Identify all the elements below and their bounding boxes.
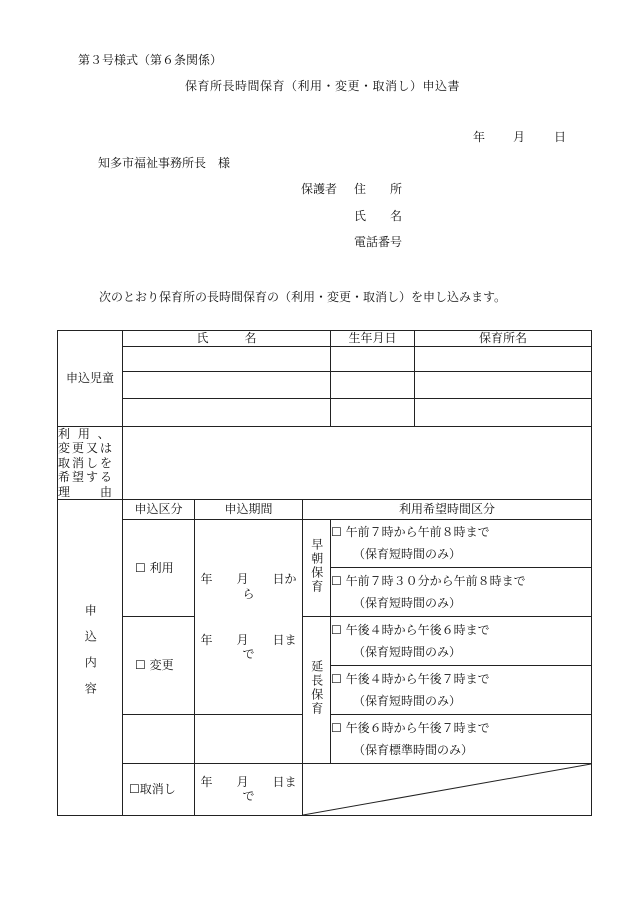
category-change[interactable]: ☐ 変更 — [123, 616, 195, 714]
subheader-period: 申込期間 — [195, 499, 303, 519]
category-use[interactable]: ☐ 利用 — [123, 519, 195, 616]
intro-text: 次のとおり保育所の長時間保育の（利用・変更・取消し）を申し込みます。 — [99, 290, 507, 304]
early-group-label: 早朝保育 — [303, 519, 331, 616]
subheader-category: 申込区分 — [123, 499, 195, 519]
category-filler — [123, 714, 195, 763]
late-option-3[interactable]: ☐ 午後６時から午後７時まで （保育標準時間のみ） — [331, 714, 592, 763]
reason-label: 利 用 、 変更又は 取消しを 希望する 理 由 — [58, 427, 123, 500]
period-from: 年 月 日から — [200, 572, 297, 601]
period-to: 年 月 日まで — [200, 632, 297, 662]
diagonal-slash-icon — [303, 764, 591, 815]
guardian-phone-label: 電話番号 — [354, 235, 403, 249]
content-section-label: 申込内容 — [58, 499, 123, 815]
child-nursery-cell[interactable] — [415, 399, 592, 427]
header-nursery: 保育所名 — [415, 331, 592, 347]
child-section-label: 申込児童 — [58, 331, 123, 427]
period-cell[interactable] — [195, 519, 303, 714]
late-group-label: 延長保育 — [303, 616, 331, 763]
form-title: 保育所長時間保育（利用・変更・取消し）申込書 — [185, 79, 461, 93]
guardian-address-label: 住 所 — [354, 182, 403, 196]
reason-input-cell[interactable] — [123, 427, 592, 500]
header-name: 氏 名 — [123, 331, 331, 347]
child-nursery-cell[interactable] — [415, 372, 592, 399]
guardian-name-label: 氏 名 — [354, 209, 403, 223]
late-option-1[interactable]: ☐ 午後４時から午後６時まで （保育短時間のみ） — [331, 616, 592, 665]
child-name-cell[interactable] — [123, 399, 331, 427]
child-nursery-cell[interactable] — [415, 347, 592, 372]
guardian-label: 保護者 — [301, 182, 338, 196]
child-birth-cell[interactable] — [331, 347, 415, 372]
date-day-label: 日 — [554, 130, 567, 144]
period-filler — [195, 714, 303, 763]
header-birth: 生年月日 — [331, 331, 415, 347]
late-option-2[interactable]: ☐ 午後４時から午後７時まで （保育短時間のみ） — [331, 665, 592, 714]
date-year-label: 年 — [473, 130, 486, 144]
category-cancel[interactable]: ☐取消し — [123, 763, 195, 815]
child-name-cell[interactable] — [123, 372, 331, 399]
subheader-time-slot: 利用希望時間区分 — [303, 499, 592, 519]
date-month-label: 月 — [513, 130, 526, 144]
addressee: 知多市福祉事務所長 様 — [98, 156, 231, 170]
form-number: 第３号様式（第６条関係） — [78, 53, 223, 67]
period-cancel[interactable]: 年 月 日まで — [195, 763, 303, 815]
early-option-1[interactable]: ☐ 午前７時から午前８時まで （保育短時間のみ） — [331, 519, 592, 567]
early-option-2[interactable]: ☐ 午前７時３０分から午前８時まで （保育短時間のみ） — [331, 567, 592, 616]
child-birth-cell[interactable] — [331, 372, 415, 399]
cancel-slash-cell — [303, 763, 592, 815]
application-table — [57, 330, 592, 816]
child-birth-cell[interactable] — [331, 399, 415, 427]
child-name-cell[interactable] — [123, 347, 331, 372]
